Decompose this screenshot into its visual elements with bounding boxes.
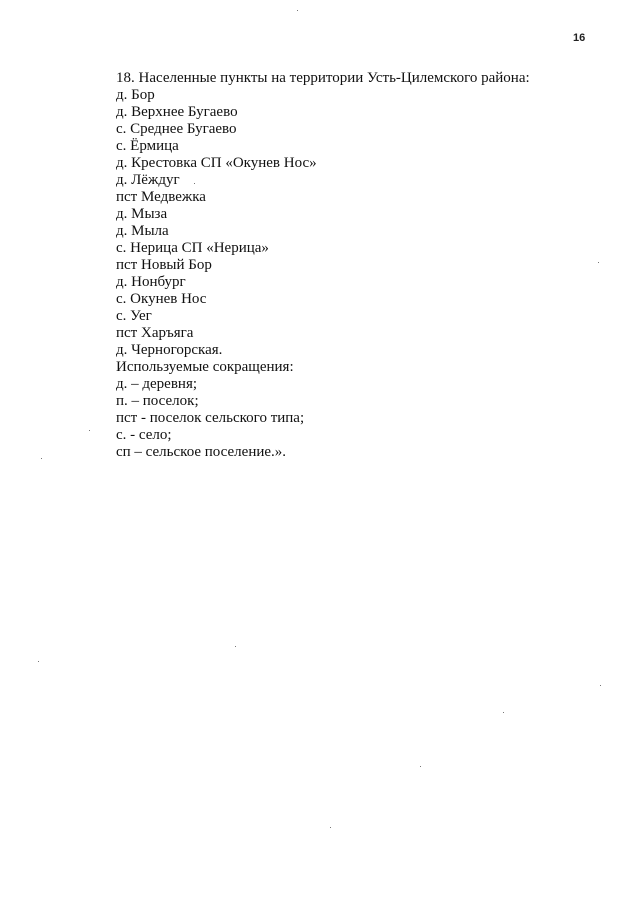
scan-speck bbox=[420, 766, 421, 767]
list-item: д. Бор bbox=[116, 87, 155, 103]
abbreviation-item: сп – сельское поселение.». bbox=[116, 444, 287, 460]
list-item: с. Среднее Бугаево bbox=[116, 121, 237, 137]
list-item: д. Нонбург bbox=[116, 274, 186, 290]
abbreviation-item: п. – поселок; bbox=[116, 393, 199, 409]
scan-speck bbox=[38, 661, 39, 662]
scan-speck bbox=[41, 458, 42, 459]
scan-speck bbox=[503, 712, 504, 713]
scan-speck bbox=[297, 10, 298, 11]
list-item: с. Окунев Нос bbox=[116, 291, 207, 307]
scan-speck bbox=[598, 262, 599, 263]
document-body bbox=[116, 70, 616, 461]
abbreviation-item: с. - село; bbox=[116, 427, 172, 443]
list-item: д. Лёждуг bbox=[116, 172, 180, 188]
scan-speck bbox=[89, 430, 90, 431]
page-number: 16 bbox=[573, 32, 586, 44]
list-item: с. Уег bbox=[116, 308, 152, 324]
list-item: с. Ёрмица bbox=[116, 138, 179, 154]
scan-speck bbox=[235, 646, 236, 647]
list-item: пст Харъяга bbox=[116, 325, 194, 341]
abbreviation-item: д. – деревня; bbox=[116, 376, 198, 392]
list-item: пст Новый Бор bbox=[116, 257, 212, 273]
list-item: д. Крестовка СП «Окунев Нос» bbox=[116, 155, 317, 171]
settlement-list bbox=[116, 87, 616, 359]
scan-speck bbox=[194, 183, 195, 184]
list-item: д. Мыла bbox=[116, 223, 169, 239]
list-item: пст Медвежка bbox=[116, 189, 206, 205]
abbreviation-item: пст - поселок сельского типа; bbox=[116, 410, 305, 426]
scan-speck bbox=[330, 827, 331, 828]
list-item: д. Черногорская. bbox=[116, 342, 223, 358]
abbreviations-heading: Используемые сокращения: bbox=[116, 359, 294, 375]
list-item: д. Мыза bbox=[116, 206, 168, 222]
list-item: с. Нерица СП «Нерица» bbox=[116, 240, 269, 256]
list-item: д. Верхнее Бугаево bbox=[116, 104, 238, 120]
list-heading: 18. Населенные пункты на территории Усть-Цилемского района: bbox=[116, 70, 530, 86]
scan-speck bbox=[600, 685, 601, 686]
abbreviations-list bbox=[116, 376, 616, 461]
